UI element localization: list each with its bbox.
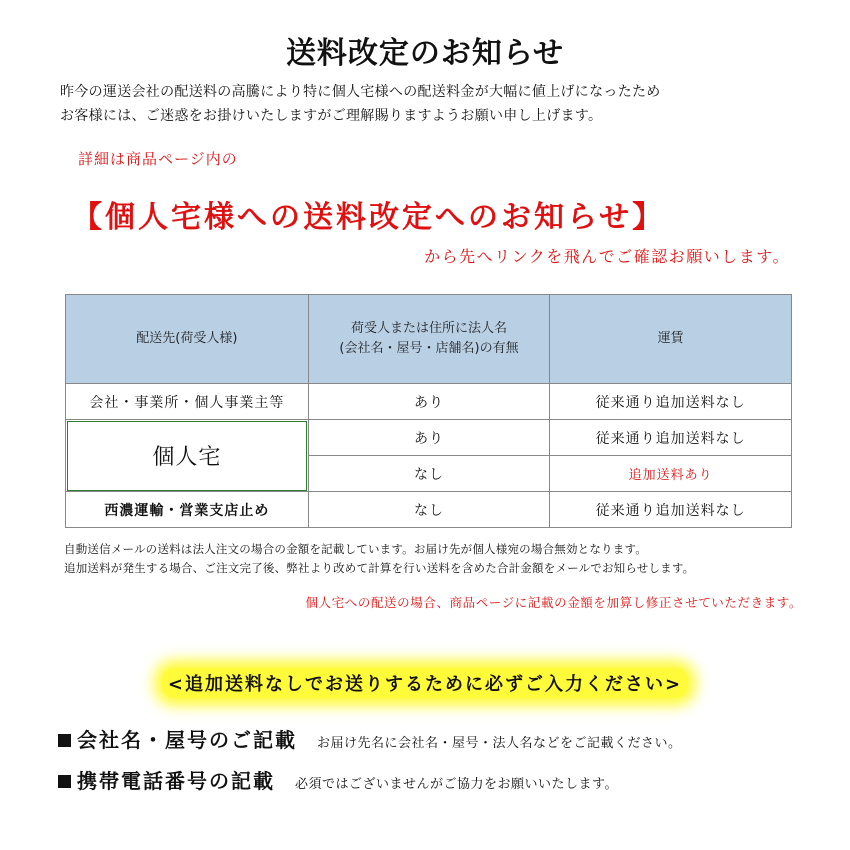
page-title: 送料改定のお知らせ <box>285 36 565 71</box>
intro-line-1: 昨今の運送会社の配送料の高騰により特に個人宅様への配送料金が大幅に値上げになったため <box>60 84 661 100</box>
table-header-row <box>66 295 792 384</box>
header-fare: 運賃 <box>550 295 792 384</box>
cell-destination-home: 個人宅 <box>66 420 309 492</box>
detail-line-3: から先へリンクを飛んでご確認お願いします。 <box>424 247 790 266</box>
request-description: 必須ではございませんがご協力をお願いいたします。 <box>295 777 618 792</box>
detail-line-1: 詳細は商品ページ内の <box>78 150 238 168</box>
cell-has-corporate: あり <box>308 384 550 420</box>
request-item <box>58 724 682 753</box>
cell-has-corporate: なし <box>308 492 550 528</box>
cell-fare: 従来通り追加送料なし <box>550 420 792 456</box>
request-item <box>58 765 618 794</box>
cell-fare-extra: 追加送料あり <box>550 456 792 492</box>
table-row <box>66 492 792 528</box>
cell-has-corporate: あり <box>308 420 550 456</box>
header-corporate-name-line-1: 荷受人または住所に法人名 <box>350 321 507 336</box>
detail-line-2: 【個人宅様への送料改定へのお知らせ】 <box>72 200 666 235</box>
note-line-3: 個人宅への配送の場合、商品ページに記載の金額を加算し修正させていただきます。 <box>305 595 802 610</box>
table-row <box>66 384 792 420</box>
request-description: お届け先名に会社名・屋号・法人名などをご記載ください。 <box>317 736 682 751</box>
note-line-2: 追加送料が発生する場合、ご注文完了後、弊社より改めて計算を行い送料を含めた合計金額をメールでお知らせします。 <box>64 561 695 575</box>
header-corporate-name-line-2: (会社名・屋号・店舗名)の有無 <box>339 341 519 356</box>
header-corporate-name <box>308 295 550 384</box>
cell-fare: 従来通り追加送料なし <box>550 492 792 528</box>
shipping-rate-table <box>65 294 792 528</box>
header-destination: 配送先(荷受人様) <box>66 295 309 384</box>
cell-destination: 会社・事業所・個人事業主等 <box>66 384 309 420</box>
input-request-banner <box>0 668 850 698</box>
cell-has-corporate: なし <box>308 456 550 492</box>
cell-destination: 西濃運輸・営業支店止め <box>66 492 309 528</box>
request-label: 携帯電話番号の記載 <box>77 769 275 793</box>
request-label: 会社名・屋号のご記載 <box>77 728 297 752</box>
table-row <box>66 420 792 456</box>
cell-fare: 従来通り追加送料なし <box>550 384 792 420</box>
square-bullet-icon <box>58 775 71 788</box>
banner-text: <追加送料なしでお送りするために必ずご入力ください> <box>162 668 688 698</box>
note-line-1: 自動送信メールの送料は法人注文の場合の金額を記載しています。お届け先が個人様宛の場合無効となります。 <box>64 542 647 556</box>
intro-line-2: お客様には、ご迷惑をお掛けいたしますがご理解賜りますようお願い申し上げます。 <box>60 108 603 124</box>
intro-text <box>60 80 820 128</box>
notes <box>64 540 694 578</box>
square-bullet-icon <box>58 734 71 747</box>
